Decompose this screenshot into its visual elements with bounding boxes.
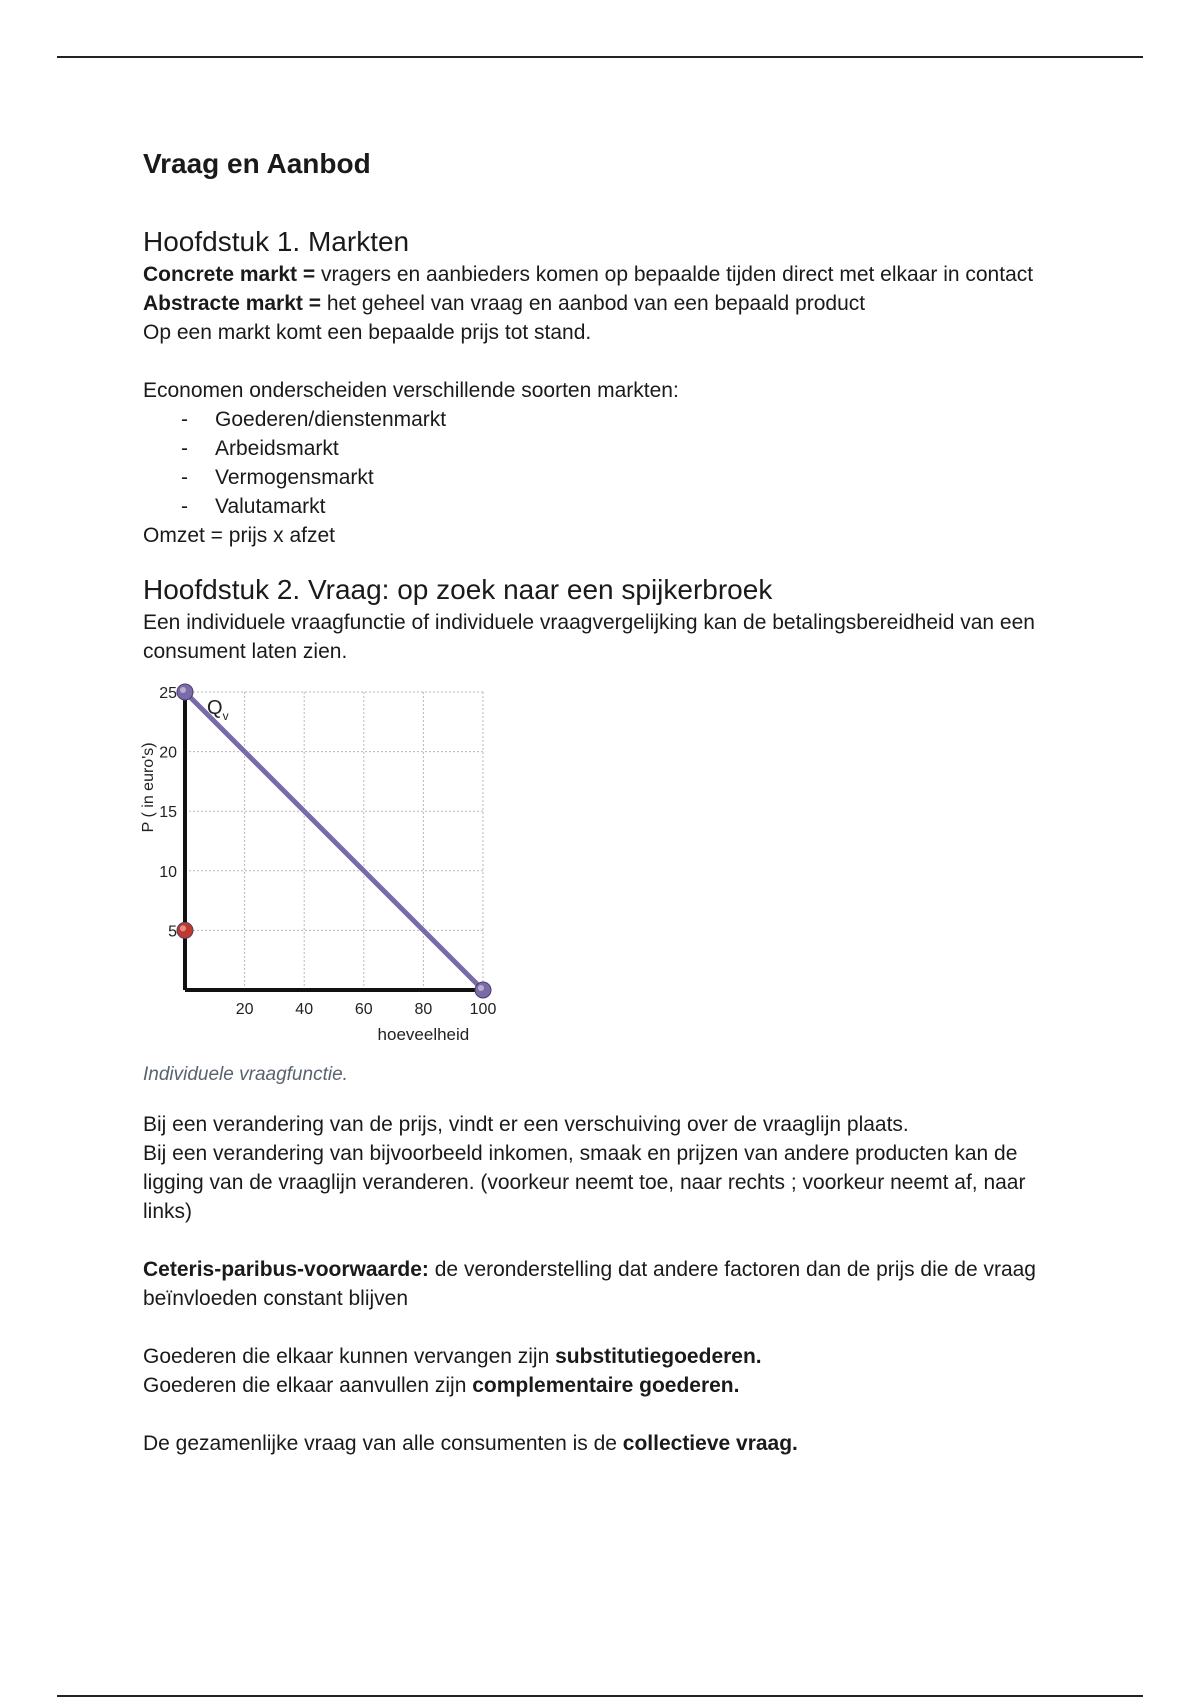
price-formation-text: Op een markt komt een bepaalde prijs tot stand. (143, 321, 592, 344)
chart-marks (177, 684, 491, 998)
complementary-goods-text (143, 1371, 1063, 1400)
ceteris-paribus-term: Ceteris-paribus-voorwaarde: (143, 1258, 429, 1281)
y-axis-label: P ( in euro's) (140, 742, 157, 833)
demand-function-intro: Een individuele vraagfunctie of individuele vraagvergelijking kan de betalingsbereidheid van een consument laten zien. (143, 611, 1035, 663)
demand-line (185, 692, 483, 990)
abstract-market-term: Abstracte markt = (143, 292, 321, 315)
document-body (140, 140, 1063, 1458)
x-tick-label: 100 (469, 1001, 497, 1018)
market-types-list (143, 405, 1063, 521)
concrete-market-text: vragers en aanbieders komen op bepaalde tijden direct met elkaar in contact (315, 263, 1034, 286)
data-point-highlight (478, 985, 484, 991)
y-tick-label: 10 (159, 863, 177, 881)
substitute-term: substitutiegoederen. (555, 1345, 762, 1368)
ceteris-paribus-definition (143, 1255, 1063, 1313)
y-tick-label: 5 (168, 923, 177, 941)
top-rule (57, 56, 1143, 58)
abstract-market-definition (143, 289, 1063, 318)
market-types-intro: Economen onderscheiden verschillende soorten markten: (143, 379, 679, 402)
demand-chart-svg (140, 680, 523, 1060)
complementary-term: complementaire goederen. (472, 1374, 740, 1397)
chapter1-heading: Hoofdstuk 1. Markten (143, 226, 410, 257)
x-tick-label: 20 (235, 1001, 254, 1018)
x-tick-label: 80 (414, 1001, 433, 1018)
collective-prefix: De gezamenlijke vraag van alle consumenten is de (143, 1432, 623, 1455)
y-tick-label: 25 (159, 685, 177, 702)
collective-demand-text (143, 1429, 1063, 1458)
x-tick-label: 60 (354, 1001, 373, 1018)
data-point-highlight (180, 687, 186, 693)
list-item: - Valutamarkt (181, 492, 1063, 521)
price-change-text: Bij een verandering van de prijs, vindt er een verschuiving over de vraaglijn plaats. (143, 1113, 909, 1136)
data-point-highlight (180, 925, 186, 931)
ceteris-paribus-text: de veronderstelling dat andere factoren dan de prijs die de vraag beïnvloeden constant blijven (143, 1258, 1036, 1310)
chapter2-heading: Hoofdstuk 2. Vraag: op zoek naar een spijkerbroek (143, 574, 773, 605)
y-tick-label: 15 (159, 804, 177, 822)
x-tick-label: 40 (295, 1001, 314, 1018)
substitute-goods-text (143, 1342, 1063, 1371)
list-item: - Arbeidsmarkt (181, 434, 1063, 463)
x-axis-label: hoeveelheid (377, 1025, 470, 1044)
series-label: $Q_v$ (207, 697, 229, 723)
shift-text: Bij een verandering van bijvoorbeeld inkomen, smaak en prijzen van andere producten kan de ligging van de vraaglijn veranderen. (voorkeur neemt toe, naar rechts ; voorkeur neemt af, naar links) (143, 1142, 1026, 1223)
concrete-market-definition (143, 260, 1063, 289)
chart-caption: Individuele vraagfunctie. (143, 1064, 348, 1085)
document-title: Vraag en Aanbod (143, 148, 371, 179)
abstract-market-text: het geheel van vraag en aanbod van een bepaald product (321, 292, 866, 315)
bottom-rule (57, 1695, 1143, 1697)
omzet-formula: Omzet = prijs x afzet (143, 524, 335, 547)
list-item: - Goederen/dienstenmarkt (181, 405, 1063, 434)
collective-term: collectieve vraag. (622, 1432, 798, 1455)
list-item: - Vermogensmarkt (181, 463, 1063, 492)
demand-chart (140, 680, 523, 1060)
complementary-prefix: Goederen die elkaar aanvullen zijn (143, 1374, 473, 1397)
substitute-prefix: Goederen die elkaar kunnen vervangen zijn (143, 1345, 556, 1368)
concrete-market-term: Concrete markt = (143, 263, 316, 286)
y-tick-label: 20 (159, 744, 177, 762)
